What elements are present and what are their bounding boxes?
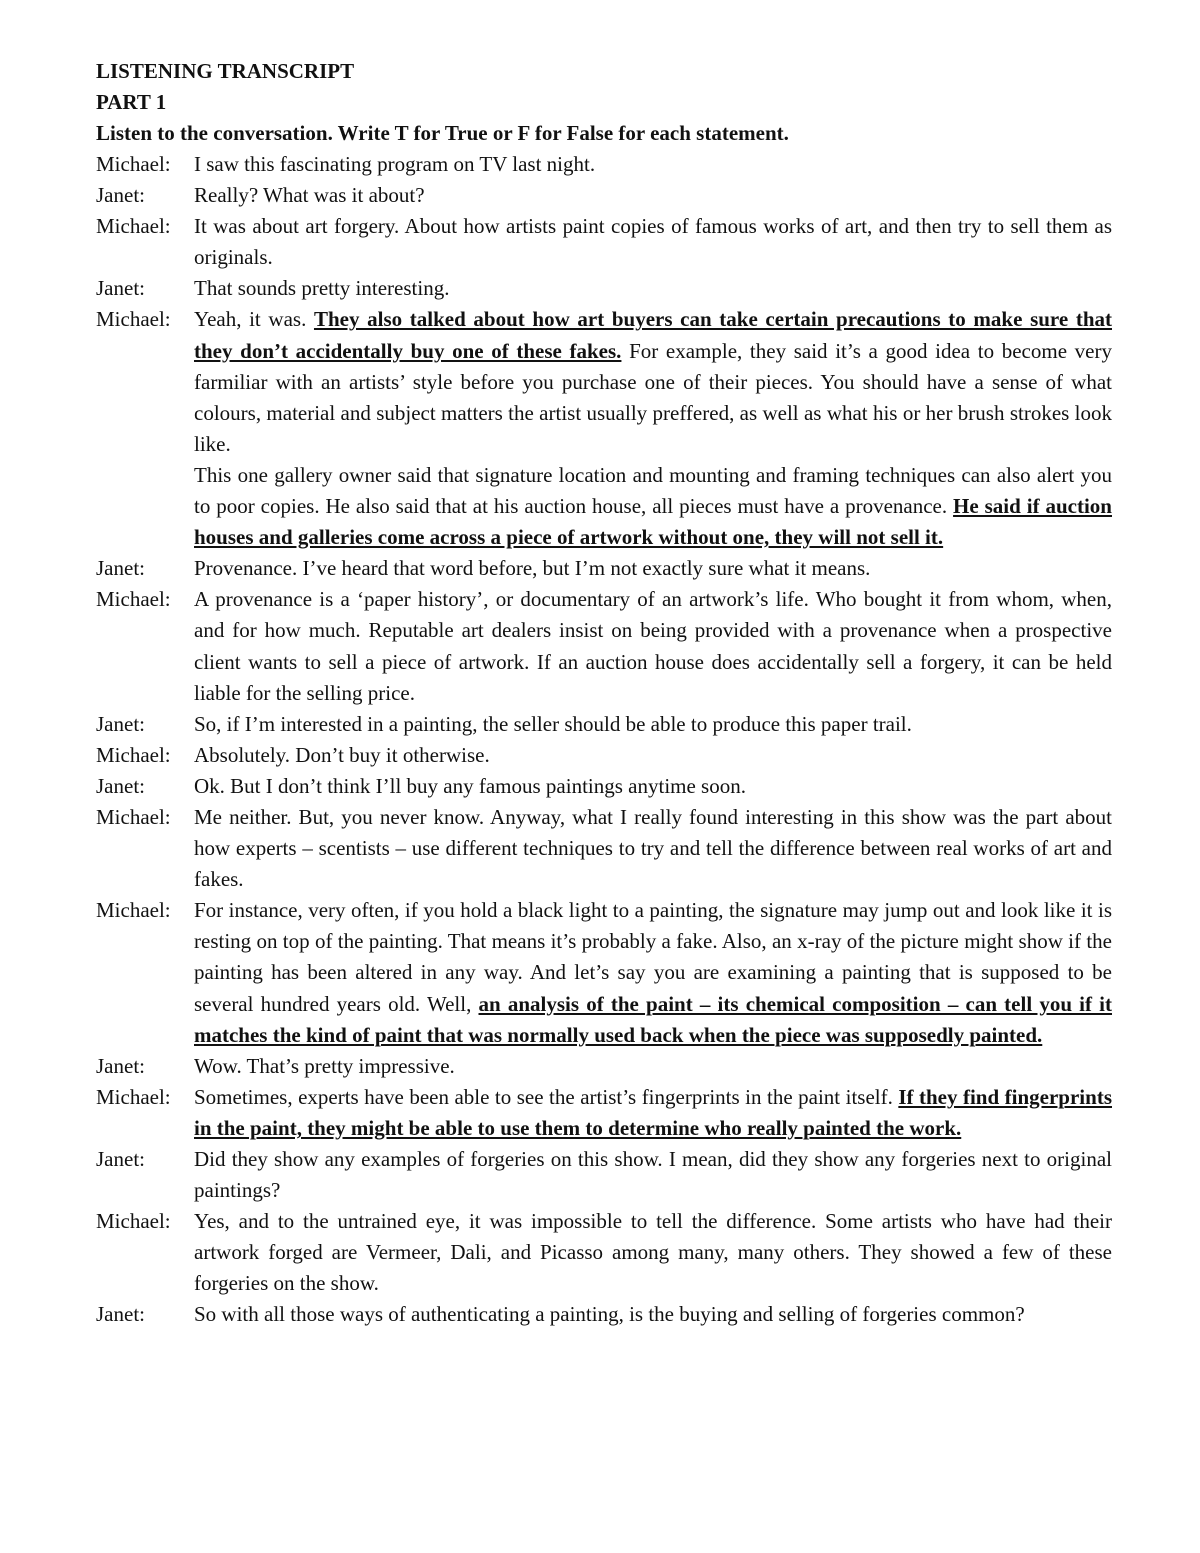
dialogue-turn (96, 740, 1112, 771)
dialogue-turn (96, 149, 1112, 180)
document-page (96, 56, 1112, 1331)
speech-text (194, 273, 1112, 304)
speech-segment: So, if I’m interested in a painting, the seller should be able to produce this paper trail. (194, 711, 912, 736)
speech-segment: Yes, and to the untrained eye, it was impossible to tell the difference. Some artists who have had their artwork forged are Vermeer, Dali, and Picasso among many, many others. They showed a few of these forgeries on the show. (194, 1209, 1112, 1296)
speech-segment: A provenance is a ‘paper history’, or documentary of an artwork’s life. Who bought it from whom, when, and for how much. Reputable art dealers insist on being provided with a provenance when a prospective client wants to sell a piece of artwork. If an auction house does accidentally sell a forgery, it can be held liable for the selling price. (194, 587, 1112, 705)
speech-paragraph (194, 149, 1112, 180)
speech-segment: It was about art forgery. About how artists paint copies of famous works of art, and then try to sell them as originals. (194, 214, 1112, 270)
dialogue-turn (96, 709, 1112, 740)
speech-segment: For example, they said it’s a good idea to become very farmiliar with an artists’ style before you purchase one of their pieces. You should have a sense of what colours, material and subject matters the artist usually preffered, as well as what his or her brush strokes look like. (194, 338, 1112, 456)
speaker-label: Michael: (96, 898, 171, 923)
dialogue-turn (96, 771, 1112, 802)
speaker-label: Janet: (96, 1147, 145, 1171)
speech-text (194, 1144, 1112, 1206)
speech-paragraph (194, 1051, 1112, 1082)
speech-text (194, 771, 1112, 802)
speech-paragraph (194, 1144, 1112, 1206)
speech-text (194, 180, 1112, 211)
dialogue-turn (96, 211, 1112, 273)
dialogue-turn (96, 802, 1112, 895)
speech-paragraph (194, 460, 1112, 553)
speech-text (194, 1051, 1112, 1082)
speaker-label: Michael: (96, 307, 171, 332)
speaker-label: Michael: (96, 1209, 171, 1234)
dialogue-turn (96, 1299, 1112, 1330)
speaker-label: Janet: (96, 711, 145, 736)
dialogue-turn (96, 1051, 1112, 1082)
speaker-label: Michael: (96, 1084, 171, 1109)
speech-paragraph (194, 180, 1112, 211)
speech-segment: Yeah, it was. (194, 307, 314, 332)
speech-paragraph (194, 709, 1112, 740)
speaker-label: Janet: (96, 1302, 145, 1327)
dialogue-turn (96, 1206, 1112, 1299)
speech-segment: So with all those ways of authenticating a painting, is the buying and selling of forgeries common? (194, 1302, 1025, 1327)
speech-text (194, 304, 1112, 553)
speech-text (194, 149, 1112, 180)
speech-text (194, 1299, 1112, 1330)
speaker-label: Michael: (96, 214, 171, 239)
speech-segment: Did they show any examples of forgeries on this show. I mean, did they show any forgeries next to original paintings? (194, 1147, 1112, 1203)
dialogue-turn (96, 553, 1112, 584)
speaker-label: Michael: (96, 804, 171, 829)
speech-paragraph (194, 553, 1112, 584)
speech-segment: Provenance. I’ve heard that word before, but I’m not exactly sure what it means. (194, 556, 871, 581)
speech-text (194, 1082, 1112, 1144)
speech-text (194, 740, 1112, 771)
speech-segment: Really? What was it about? (194, 183, 425, 208)
transcript (96, 149, 1112, 1331)
speech-segment: That sounds pretty interesting. (194, 276, 450, 301)
speaker-label: Janet: (96, 276, 145, 301)
speech-paragraph (194, 211, 1112, 273)
speech-paragraph (194, 895, 1112, 1050)
speaker-label: Janet: (96, 1053, 145, 1078)
speech-text (194, 709, 1112, 740)
speech-segment: I saw this fascinating program on TV last night. (194, 152, 596, 176)
speech-paragraph (194, 304, 1112, 459)
dialogue-turn (96, 180, 1112, 211)
speech-paragraph (194, 771, 1112, 802)
speaker-label: Janet: (96, 183, 145, 208)
dialogue-turn (96, 304, 1112, 553)
instruction-text: Listen to the conversation. Write T for True or F for False for each statement. (96, 121, 789, 145)
part-heading: PART 1 (96, 90, 167, 114)
document-title: LISTENING TRANSCRIPT (96, 59, 355, 83)
answer-highlight: If they find fingerprints in the paint, they might be able to use them to determine who really painted the work. (194, 1084, 1112, 1140)
speech-paragraph (194, 1299, 1112, 1330)
speech-paragraph (194, 584, 1112, 708)
answer-highlight: He said if auction houses and galleries come across a piece of artwork without one, they will not sell it. (194, 494, 1112, 550)
speech-segment: Ok. But I don’t think I’ll buy any famous paintings anytime soon. (194, 773, 746, 798)
speech-paragraph (194, 1206, 1112, 1299)
speech-text (194, 211, 1112, 273)
speech-text (194, 895, 1112, 1050)
speaker-label: Michael: (96, 152, 171, 176)
speech-paragraph (194, 1082, 1112, 1144)
speech-paragraph (194, 740, 1112, 771)
speech-segment: Wow. That’s pretty impressive. (194, 1053, 455, 1078)
dialogue-turn (96, 1082, 1112, 1144)
speaker-label: Janet: (96, 773, 145, 798)
speech-text (194, 802, 1112, 895)
speech-text (194, 1206, 1112, 1299)
speech-text (194, 584, 1112, 708)
speech-segment: For instance, very often, if you hold a black light to a painting, the signature may jump out and look like it is resting on top of the painting. That means it’s probably a fake. Also, an x-ray of the picture might show if the painting has been altered in any way. And let’s say you are examining a painting that is supposed to be several hundred years old. Well, (194, 898, 1112, 1016)
dialogue-turn (96, 895, 1112, 1050)
speech-segment: Absolutely. Don’t buy it otherwise. (194, 742, 490, 767)
dialogue-turn (96, 1144, 1112, 1206)
speech-segment: Sometimes, experts have been able to see the artist’s fingerprints in the paint itself. (194, 1084, 899, 1109)
speech-paragraph (194, 273, 1112, 304)
speech-segment: Me neither. But, you never know. Anyway, what I really found interesting in this show was the part about how experts – scentists – use different techniques to try and tell the difference between real works of art and fakes. (194, 804, 1112, 892)
dialogue-turn (96, 273, 1112, 304)
speaker-label: Janet: (96, 556, 145, 581)
answer-highlight: an analysis of the paint – its chemical composition – can tell you if it matches the kind of paint that was normally used back when the piece was supposedly painted. (194, 991, 1112, 1047)
speaker-label: Michael: (96, 587, 171, 612)
speech-text (194, 553, 1112, 584)
dialogue-turn (96, 584, 1112, 708)
speech-segment: This one gallery owner said that signature location and mounting and framing techniques can also alert you to poor copies. He also said that at his auction house, all pieces must have a provenance. (194, 462, 1112, 519)
speaker-label: Michael: (96, 742, 171, 767)
answer-highlight: They also talked about how art buyers can take certain precautions to make sure that they don’t accidentally buy one of these fakes. (194, 307, 1112, 363)
speech-paragraph (194, 802, 1112, 895)
